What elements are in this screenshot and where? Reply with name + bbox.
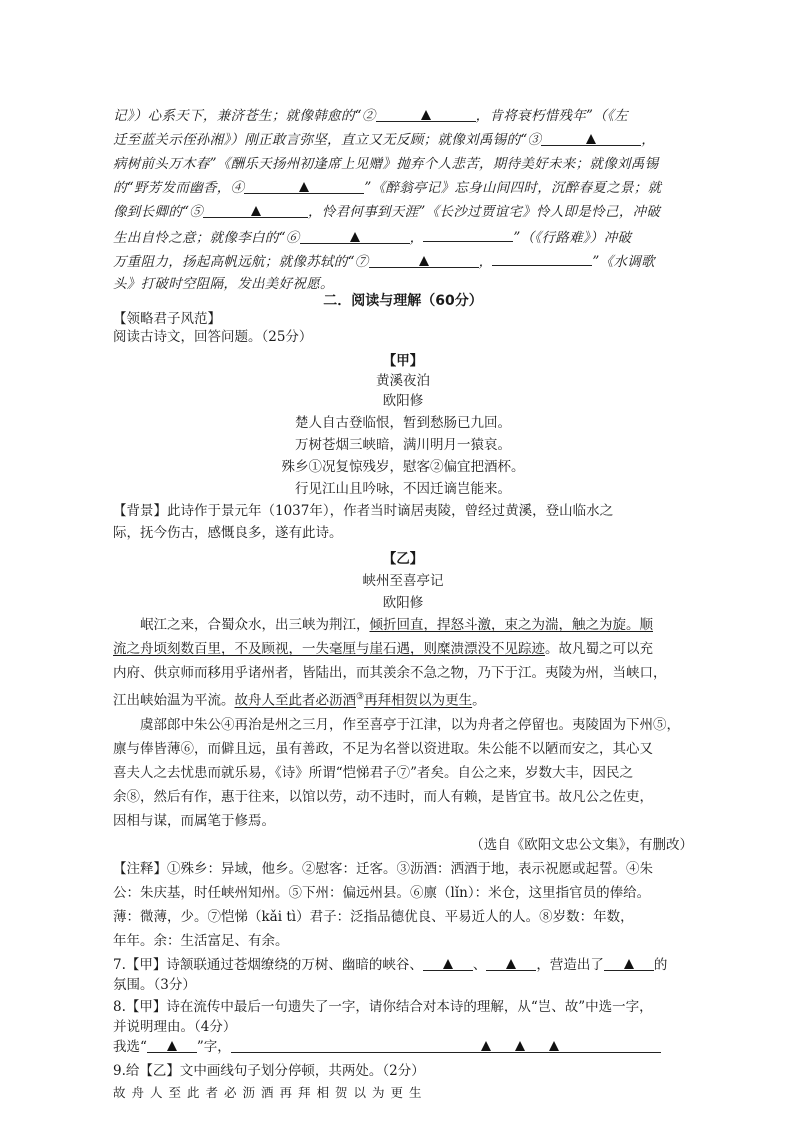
answer-blank[interactable] (244, 179, 364, 194)
triangle-marker-icon (549, 1041, 559, 1051)
answer-blank[interactable] (604, 956, 654, 971)
answer-blank[interactable] (369, 253, 479, 268)
fill-in-line-1: 记》）心系天下，兼济苍生；就像韩愈的“② ，肯将衰朽惜残年”（《左 (113, 108, 628, 124)
answer-blank[interactable] (423, 227, 513, 242)
underlined-sentence: 故舟人至此者必沥酒 (234, 692, 356, 709)
poem-background: 【背景】此诗作于景元年（1037年），作者当时谪居夷陵，曾经过黄溪，登山临水之 (113, 503, 614, 519)
fill-in-line-4: 的“野芳发而幽香，④ ”《醉翁亭记》忘身山间四时，沉醉春夏之景；就 (113, 180, 662, 196)
triangle-marker-icon (167, 1041, 177, 1051)
prose-p1-line-2: 流之舟顷刻数百里，不及顾视，一失毫厘与崖石遇，则糜溃漂没不见踪迹。故凡蜀之可以充 (113, 641, 653, 657)
triangle-marker-icon (350, 232, 360, 242)
question-9: 9.给【乙】文中画线句子划分停顿，共两处。（2分） (113, 1063, 425, 1079)
triangle-marker-icon (586, 134, 596, 144)
poem-line: 万树苍烟三峡暗，满川明月一猿哀。 (295, 437, 511, 453)
prose-p2-line-1: 虞部郎中朱公④再治是州之三月，作至喜亭于江津，以为舟者之停留也。夷陵固为下州⑤， (140, 717, 680, 733)
prose-source: （选自《欧阳文忠公文集》，有删改） (470, 837, 693, 853)
notes-line: 公：朱庆基，时任峡州知州。⑤下州：偏远州县。⑥廪（lǐn）：米仓，这里指官员的俸给。 (113, 885, 651, 901)
triangle-marker-icon (515, 1041, 525, 1051)
question-7-cont: 氛围。（3分） (113, 977, 196, 993)
answer-blank[interactable] (486, 956, 536, 971)
question-8-answer-row: 我选“ ”字， (113, 1038, 693, 1056)
prose-p1-line-3: 内府、供京师而移用乎诸州者，皆陆出，而其羡余不急之物，乃下于江。夷陵为州，当峡口， (113, 665, 667, 681)
triangle-marker-icon (443, 959, 453, 969)
fill-in-line-5: 像到长卿的“⑤ ，怜君何事到天涯”《长沙过贾谊宅》怜人即是怜己，冲破 (113, 204, 661, 220)
poem-line: 行见江山且吟咏，不因迁谪岂能来。 (295, 481, 511, 497)
notes-line: 【注释】①殊乡：异域，他乡。②慰客：迁客。③沥酒：洒酒于地，表示祝愿或起誓。④朱 (113, 861, 653, 877)
section-title: 二．阅读与理解（60分） (323, 293, 483, 309)
section-tag: 【领略君子风范】 (113, 311, 221, 327)
triangle-marker-icon (251, 206, 261, 216)
prose-p2-line-2: 廪与俸皆薄⑥，而僻且远，虽有善政，不足为名誉以资进取。朱公能不以陋而安之，其心又 (113, 741, 653, 757)
poem-title: 黄溪夜泊 (376, 373, 430, 389)
poem-background-cont: 际，抚今伤古，感慨良多，遂有此诗。 (113, 525, 343, 541)
fill-in-line-2: 迁至蓝关示侄孙湘》）刚正敢言弥坚，直立又无反顾；就像刘禹锡的“③ ， (113, 132, 656, 148)
question-9-sentence: 故舟人至此者必沥酒再拜相贺以为更生 (113, 1085, 428, 1100)
prose-p1-line-1: 岷江之来，合蜀众水，出三峡为荆江，倾折回直，捍怒斗激，束之为湍，触之为旋。顺 (140, 617, 653, 633)
underlined-sentence: 流之舟顷刻数百里，不及顾视，一失毫厘与崖石遇，则糜溃漂没不见踪迹 (113, 641, 545, 657)
prose-label: 【乙】 (382, 551, 424, 567)
poem-author: 欧阳修 (382, 393, 424, 409)
triangle-marker-icon (624, 959, 634, 969)
fill-in-line-6: 生出自怜之意；就像李白的“⑥ ， ”（《行路难》）冲破 (113, 227, 693, 247)
answer-blank[interactable] (492, 251, 592, 266)
triangle-marker-icon (506, 959, 516, 969)
answer-blank[interactable] (203, 203, 308, 218)
poem-line: 殊乡①况复惊残岁，慰客②偏宜把酒杯。 (281, 459, 525, 475)
answer-blank[interactable] (423, 956, 473, 971)
answer-blank[interactable] (147, 1038, 197, 1053)
fill-in-line-8: 头》打破时空阻隔，发出美好祝愿。 (113, 276, 334, 292)
prose-p2-line-4: 余⑧，然后有作，惠于往来，以馆以劳，动不违时，而人有赖，是皆宜书。故凡公之佐吏， (113, 789, 653, 805)
underlined-sentence: 再拜相贺以为更生 (364, 692, 473, 709)
prose-author: 欧阳修 (382, 595, 424, 611)
answer-blank[interactable] (376, 107, 476, 122)
prose-title: 峡州至喜亭记 (362, 573, 444, 589)
reason-answer-line[interactable] (231, 1038, 661, 1053)
notes-line: 年年。余：生活富足、有余。 (113, 933, 289, 949)
fill-in-line-7: 万重阻力，扬起高帆远航；就像苏轼的“⑦ ， ”《水调歌 (113, 251, 693, 271)
triangle-marker-icon (481, 1041, 491, 1051)
prose-p1-line-4: 江出峡始温为平流。故舟人至此者必沥酒③再拜相贺以为更生。 (113, 692, 486, 709)
triangle-marker-icon (419, 256, 429, 266)
section-instruction: 阅读古诗文，回答问题。（25分） (113, 329, 313, 345)
answer-blank[interactable] (300, 229, 410, 244)
question-8: 8.【甲】诗在流传中最后一句遗失了一字，请你结合对本诗的理解，从“岂、故”中选一字， (113, 999, 653, 1015)
prose-p2-line-5: 因相与谋，而属笔于修焉。 (113, 813, 275, 829)
answer-blank[interactable] (541, 131, 641, 146)
question-8-cont: 并说明理由。（4分） (113, 1019, 237, 1035)
poem-line: 楚人自古登临恨，暂到愁肠已九回。 (295, 415, 511, 431)
poem-label: 【甲】 (382, 353, 424, 369)
notes-line: 薄：微薄，少。⑦恺悌（kǎi tì）君子：泛指品德优良、平易近人的人。⑧岁数：年数， (113, 909, 634, 925)
underlined-sentence: 倾折回直，捍怒斗激，束之为湍，触之为旋。顺 (369, 617, 653, 633)
fill-in-line-3: 病树前头万木春”《酬乐天扬州初逢席上见赠》抛弃个人悲苦，期待美好未来；就像刘禹锡 (113, 156, 659, 172)
triangle-marker-icon (299, 182, 309, 192)
triangle-marker-icon (421, 110, 431, 120)
prose-p2-line-3: 喜夫人之去忧患而就乐易，《诗》所谓“恺悌君子⑦”者矣。自公之来，岁数大丰，因民之 (113, 765, 634, 781)
question-7: 7.【甲】诗颔联通过苍烟缭绕的万树、幽暗的峡谷、 、 ，营造出了 的 (113, 957, 668, 973)
